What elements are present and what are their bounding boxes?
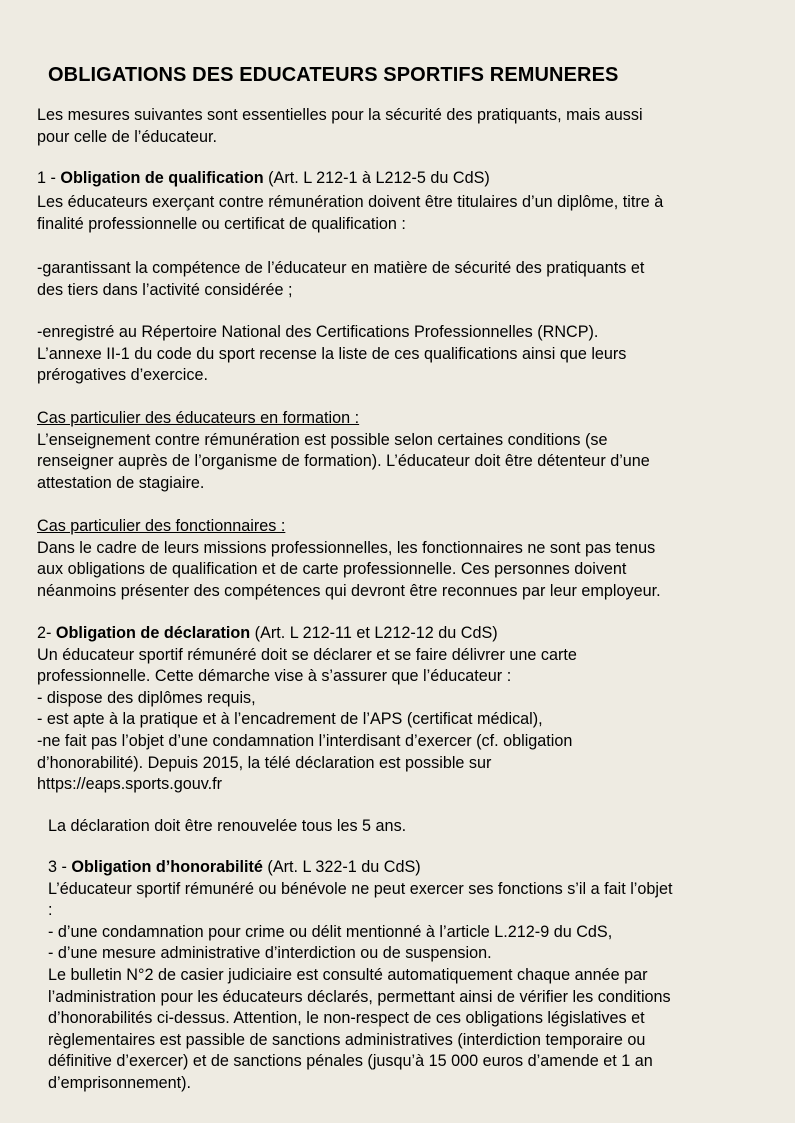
paragraph-line: - est apte à la pratique et à l’encadrement de l’APS (certificat médical), [37,710,543,729]
paragraph-line: des tiers dans l’activité considérée ; [37,280,293,299]
paragraph-line: professionnelle. Cette démarche vise à s’assurer que l’éducateur : [37,667,512,686]
section3-number: 3 - [48,858,72,876]
paragraph-line: L’enseignement contre rémunération est possible selon certaines conditions (se [37,430,608,449]
paragraph-line: - d’une mesure administrative d’interdiction ou de suspension. [48,944,492,963]
paragraph-line: définitive d’exercer) et de sanctions pénales (jusqu’à 15 000 euros d’amende et 1 an [48,1052,653,1071]
paragraph-line: L’annexe II-1 du code du sport recense la liste de ces qualifications ainsi que leurs [37,344,627,363]
intro-line: Les mesures suivantes sont essentielles pour la sécurité des pratiquants, mais aussi [37,106,643,124]
intro-line: pour celle de l’éducateur. [37,127,217,146]
section1-bullet-guarantee [37,258,644,301]
section2-number: 2- [37,624,56,642]
section1-title: Obligation de qualification [60,169,264,187]
page-title: OBLIGATIONS DES EDUCATEURS SPORTIFS REMUNERES [48,64,619,86]
paragraph-line: Un éducateur sportif rémunéré doit se déclarer et se faire délivrer une carte [37,645,577,664]
paragraph-line: -garantissant la compétence de l’éducateur en matière de sécurité des pratiquants et [37,259,645,277]
paragraph-line: finalité professionnelle ou certificat de qualification : [37,214,406,233]
paragraph-line: - dispose des diplômes requis, [37,688,256,707]
paragraph-line: prérogatives d’exercice. [37,366,208,385]
paragraph-line: Les éducateurs exerçant contre rémunération doivent être titulaires d’un diplôme, titre à [37,193,664,211]
section1-bullet-rncp [37,322,626,387]
case-officials-heading: Cas particulier des fonctionnaires : [37,517,286,535]
paragraph-line: renseigner auprès de l’organisme de formation). L’éducateur doit être détenteur d’une [37,452,650,471]
paragraph-line: - d’une condamnation pour crime ou délit mentionné à l’article L.212-9 du CdS, [48,922,613,941]
case-training-heading: Cas particulier des éducateurs en formation : [37,409,360,427]
case-officials [37,516,661,602]
section1-body [37,192,663,235]
section2 [37,623,577,796]
section1-heading [37,168,490,190]
paragraph-line: -enregistré au Répertoire National des Certifications Professionnelles (RNCP). [37,323,599,341]
paragraph-line: Dans le cadre de leurs missions professionnelles, les fonctionnaires ne sont pas tenus [37,538,656,557]
paragraph-line: attestation de stagiaire. [37,473,205,492]
paragraph-line: l’administration pour les éducateurs déclarés, permettant ainsi de vérifier les conditions [48,987,671,1006]
paragraph-line: règlementaires est passible de sanctions administratives (interdiction temporaire ou [48,1030,646,1049]
paragraph-line: aux obligations de qualification et de carte professionnelle. Ces personnes doivent [37,560,627,579]
paragraph-line: d’emprisonnement). [48,1073,192,1092]
paragraph-line: Le bulletin N°2 de casier judiciaire est consulté automatiquement chaque année par [48,965,648,984]
paragraph-line: L’éducateur sportif rémunéré ou bénévole ne peut exercer ses fonctions s’il a fait l’objet [48,879,673,898]
paragraph-line: d’honorabilité). Depuis 2015, la télé déclaration est possible sur [37,753,492,772]
section2-reference: (Art. L 212-11 et L212-12 du CdS) [250,624,498,642]
section3 [48,857,672,1095]
section2-title: Obligation de déclaration [55,624,251,642]
eaps-url: https://eaps.sports.gouv.fr [37,775,223,794]
section1-number: 1 - [37,169,61,187]
section1-reference: (Art. L 212-1 à L212-5 du CdS) [263,169,490,187]
paragraph-line: d’honorabilités ci-dessus. Attention, le non-respect de ces obligations législatives et [48,1009,645,1028]
intro-paragraph [37,105,643,148]
section2-renewal [48,816,406,838]
paragraph-line: La déclaration doit être renouvelée tous les 5 ans. [48,817,407,835]
section3-reference: (Art. L 322-1 du CdS) [262,858,421,876]
paragraph-line: néanmoins présenter des compétences qui devront être reconnues par leur employeur. [37,581,661,600]
paragraph-line: : [48,901,53,920]
case-training [37,408,650,494]
paragraph-line: -ne fait pas l’objet d’une condamnation l’interdisant d’exercer (cf. obligation [37,731,573,750]
section3-title: Obligation d’honorabilité [71,858,263,876]
